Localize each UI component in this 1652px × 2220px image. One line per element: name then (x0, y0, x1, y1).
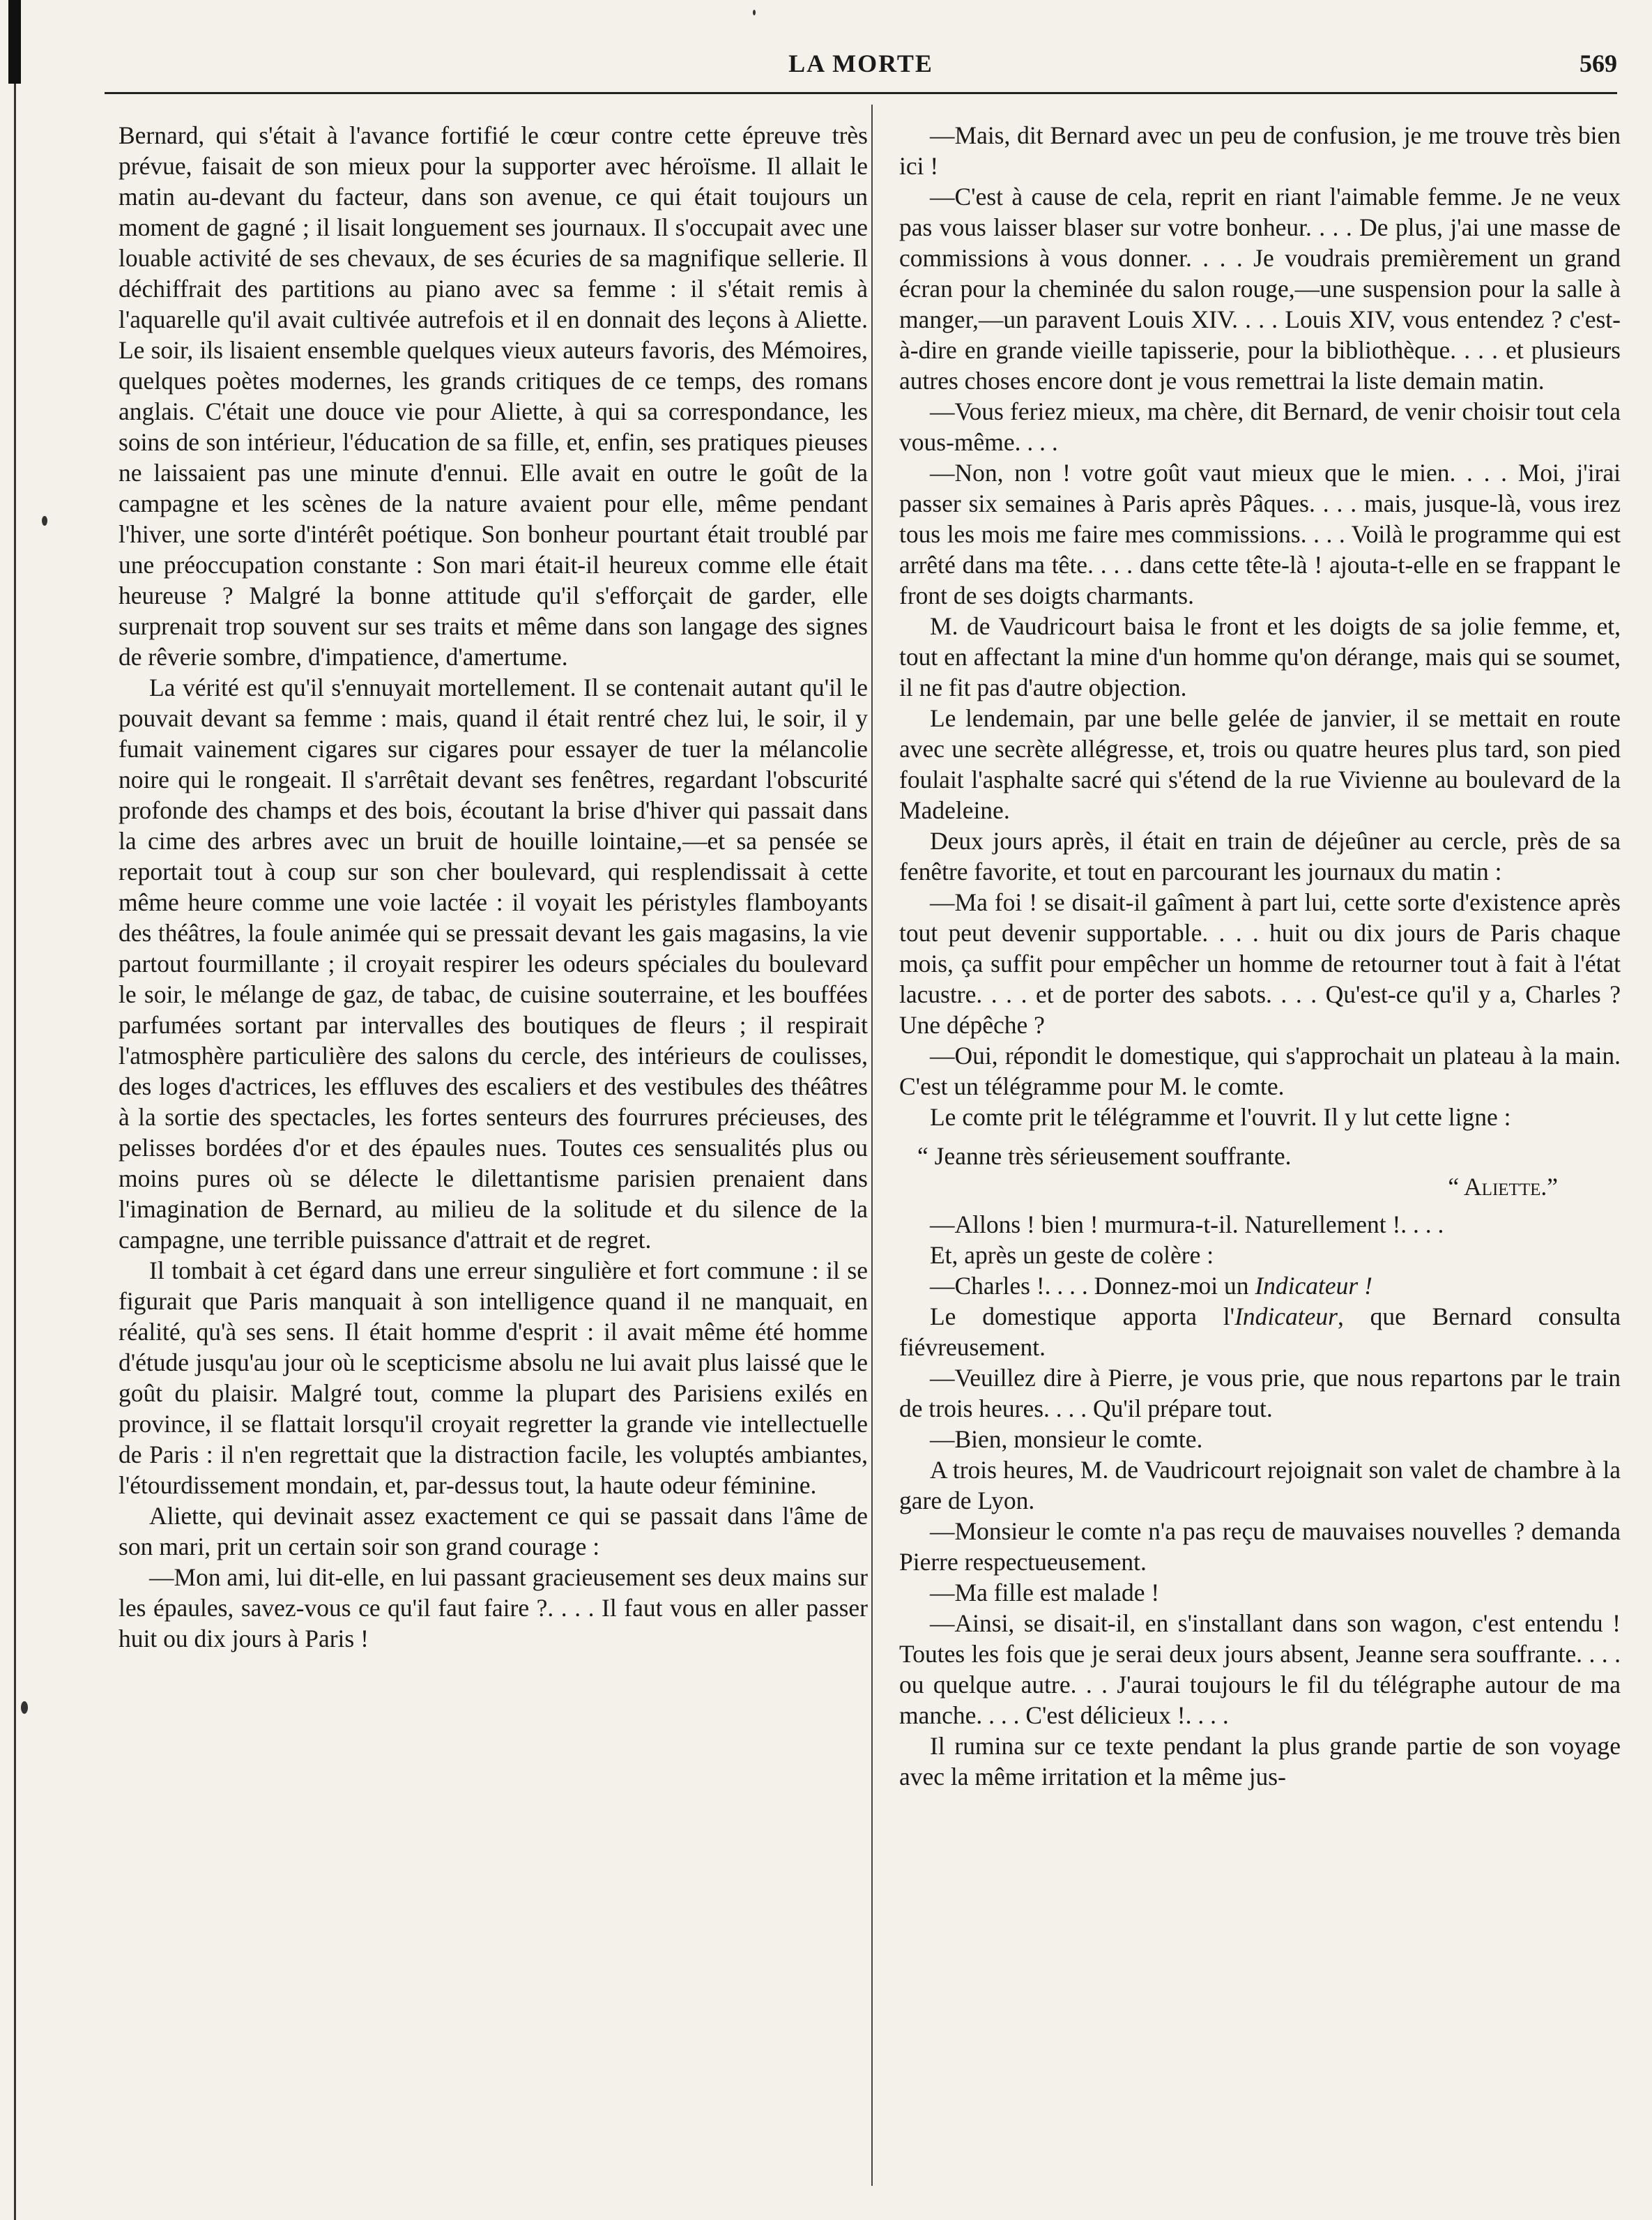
paragraph: Le lendemain, par une belle gelée de janvier, il se mettait en route avec une secrète allégresse, et, trois ou quatre heures plus tard, son pied foulait l'asphalte sacré qui s'étend de la rue Vivienne au boulevard de la Madeleine. (899, 704, 1621, 824)
right-column (899, 120, 1621, 2170)
paragraph: —Non, non ! votre goût vaut mieux que le mien. . . . Moi, j'irai passer six semaines à Paris après Pâques. . . . mais, jusque-là, vous irez tous les mois me faire mes commissions. . . . Voilà le programme qui est arrêté dans ma tête. . . . dans cette tête-là ! ajouta-t-elle en se frappant le front de ses doigts charmants. (899, 459, 1621, 609)
paragraph: —Ma foi ! se disait-il gaîment à part lui, cette sorte d'existence après tout peut devenir supportable. . . . huit ou dix jours de Paris chaque mois, ça suffit pour empêcher un homme de retourner tout à fait à l'état lacustre. . . . et de porter des sabots. . . . Qu'est-ce qu'il y a, Charles ? Une dépêche ? (899, 888, 1621, 1039)
paragraph: Deux jours après, il était en train de déjeûner au cercle, près de sa fenêtre favorite, et tout en parcourant les journaux du matin : (899, 827, 1621, 885)
page-header (105, 42, 1617, 91)
paragraph: —Oui, répondit le domestique, qui s'approchait un plateau à la main. C'est un télégramme pour M. le comte. (899, 1042, 1621, 1100)
paragraph: —Vous feriez mieux, ma chère, dit Bernard, de venir choisir tout cela vous-même. . . . (899, 397, 1621, 456)
print-speck (42, 516, 47, 526)
paragraph: Aliette, qui devinait assez exactement ce qui se passait dans l'âme de son mari, prit un certain soir son grand courage : (118, 1502, 868, 1560)
paragraph: —C'est à cause de cela, reprit en riant l'aimable femme. Je ne veux pas vous laisser blaser sur votre bonheur. . . . De plus, j'ai une masse de commissions à vous donner. . . . Je voudrais premièrement un grand écran pour la cheminée du salon rouge,—une suspension pour la salle à manger,—un paravent Louis XIV. . . . Louis XIV, vous entendez ? c'est-à-dire en grande vieille tapisserie, pour la bibliothèque. . . . et plusieurs autres choses encore dont je vous remettrai la liste demain matin. (899, 183, 1621, 395)
page-binding-edge (8, 0, 21, 2220)
paragraph: A trois heures, M. de Vaudricourt rejoignait son valet de chambre à la gare de Lyon. (899, 1456, 1621, 1514)
paragraph: Il tombait à cet égard dans une erreur singulière et fort commune : il se figurait que Paris manquait à son intelligence quand il ne manquait, en réalité, qu'à ses sens. Il était homme d'esprit : il avait même été homme d'étude jusqu'au jour où le scepticisme absolu ne lui avait plus laissé que le goût du plaisir. Malgré tout, comme la plupart des Parisiens exilés en province, il se flattait lorsqu'il croyait regretter la grande vie intellectuelle de Paris : il n'en regrettait que la distraction facile, les voluptés ambiantes, l'étourdissement mondain, et, par-dessus tout, la haute odeur féminine. (118, 1256, 868, 1499)
text-run: Le domestique apporta l' (930, 1302, 1235, 1330)
paragraph (899, 1301, 1621, 1362)
paragraph: M. de Vaudricourt baisa le front et les doigts de sa jolie femme, et, tout en affectant la mine d'un homme qu'on dérange, mais qui se soumet, il ne fit pas d'autre objection. (899, 612, 1621, 701)
italic-title: Indicateur ! (1255, 1272, 1372, 1300)
paragraph: Il rumina sur ce texte pendant la plus grande partie de son voyage avec la même irritation et la même jus- (899, 1732, 1621, 1791)
telegram-text: “ Jeanne très sérieusement souffrante. (917, 1142, 1292, 1170)
italic-title: Indicateur (1234, 1302, 1338, 1330)
left-column (118, 120, 868, 2170)
paragraph: —Mais, dit Bernard avec un peu de confusion, je me trouve très bien ici ! (899, 121, 1621, 180)
paragraph: Bernard, qui s'était à l'avance fortifié le cœur contre cette épreuve très prévue, faisait de son mieux pour la supporter avec héroïsme. Il allait le matin au-devant du facteur, dans son avenue, ce qui était toujours un moment de gagné ; il lisait longuement ses journaux. Il s'occupait avec une louable activité de ses chevaux, de ses écuries de sa magnifique sellerie. Il déchiffrait des partitions au piano avec sa femme : il s'était remis à l'aquarelle qu'il avait cultivée autrefois et il en donnait des leçons à Aliette. Le soir, ils lisaient ensemble quelques vieux auteurs favoris, des Mémoires, quelques poètes modernes, les grands critiques de ce temps, des romans anglais. C'était une douce vie pour Aliette, à qui sa correspondance, les soins de son intérieur, l'éducation de sa fille, et, enfin, ses pratiques pieuses ne laissaient pas une minute d'ennui. Elle avait en outre le goût de la campagne et les scènes de la nature avaient pour elle, même pendant l'hiver, une sorte d'intérêt poétique. Son bonheur pourtant était troublé par une préoccupation constante : Son mari était-il heureux comme elle était heureuse ? Malgré la bonne attitude qu'il s'efforçait de garder, elle surprenait trop souvent sur ses traits et même dans son langage des signes de rêverie sombre, d'impatience, d'amertume. (118, 121, 868, 671)
header-rule (105, 92, 1617, 94)
paragraph: Et, après un geste de colère : (930, 1241, 1214, 1269)
paragraph: —Monsieur le comte n'a pas reçu de mauvaises nouvelles ? demanda Pierre respectueusement. (899, 1517, 1621, 1576)
telegram-signature: “ Aliette.” (1448, 1173, 1558, 1201)
text-run: , que Bernard consulta fiévreusement. (899, 1302, 1621, 1361)
running-title: LA MORTE (788, 50, 933, 77)
print-speck (21, 1701, 28, 1714)
text-run: —Charles !. . . . Donnez-moi un (930, 1272, 1255, 1300)
paragraph (899, 1270, 1621, 1301)
paragraph: Le comte prit le télégramme et l'ouvrit. Il y lut cette ligne : (930, 1103, 1511, 1131)
paragraph: —Veuillez dire à Pierre, je vous prie, que nous repartons par le train de trois heures. . . . Qu'il prépare tout. (899, 1364, 1621, 1422)
column-divider (871, 105, 873, 2186)
binding-mark (8, 0, 21, 84)
paragraph: —Bien, monsieur le comte. (930, 1425, 1203, 1453)
paragraph: —Ma fille est malade ! (930, 1579, 1160, 1606)
paragraph: —Allons ! bien ! murmura-t-il. Naturellement !. . . . (930, 1210, 1444, 1238)
paragraph: La vérité est qu'il s'ennuyait mortellement. Il se contenait autant qu'il le pouvait devant sa femme : mais, quand il était rentré chez lui, le soir, il y fumait vainement cigares sur cigares pour essayer de tuer la mélancolie noire qui le rongeait. Il s'arrêtait devant ses fenêtres, regardant l'obscurité profonde des champs et des bois, écoutant la brise d'hiver qui passait dans la cime des arbres avec un bruit de houille lointaine,—et sa pensée se reportait tout à coup sur son cher boulevard, qui resplendissait à cette même heure comme une voie lactée : il voyait les péristyles flamboyants des théâtres, la foule animée qui se pressait devant les gais magasins, la vie partout fourmillante ; il croyait respirer les odeurs spéciales du boulevard le soir, le mélange de gaz, de tabac, de cuisine souterraine, et les bouffées parfumées sortant par intervalles des boutiques de fleurs ; il respirait l'atmosphère particulière des salons du cercle, des intérieurs de coulisses, des loges d'actrices, les effluves des escaliers et des vestibules des théâtres à la sortie des spectacles, les fortes senteurs des fourrures précieuses, des pelisses bordées d'or et des épaules nues. Toutes ces sensualités plus ou moins pures où se délecte le dilettantisme parisien prenaient dans l'imagination de Bernard, au milieu de la solitude et du silence de la campagne, une terrible puissance d'attrait et de regret. (118, 674, 868, 1254)
paragraph: —Mon ami, lui dit-elle, en lui passant gracieusement ses deux mains sur les épaules, savez-vous ce qu'il faut faire ?. . . . Il faut vous en aller passer huit ou dix jours à Paris ! (118, 1563, 868, 1652)
paragraph: —Ainsi, se disait-il, en s'installant dans son wagon, c'est entendu ! Toutes les fois que je serai deux jours absent, Jeanne sera souffrante. . . . ou quelque autre. . . J'aurai toujours le fil du télégraphe autour de ma manche. . . . C'est délicieux !. . . . (899, 1609, 1621, 1729)
print-speck (753, 10, 756, 15)
page-number: 569 (1580, 50, 1617, 77)
binding-line (14, 84, 16, 2220)
